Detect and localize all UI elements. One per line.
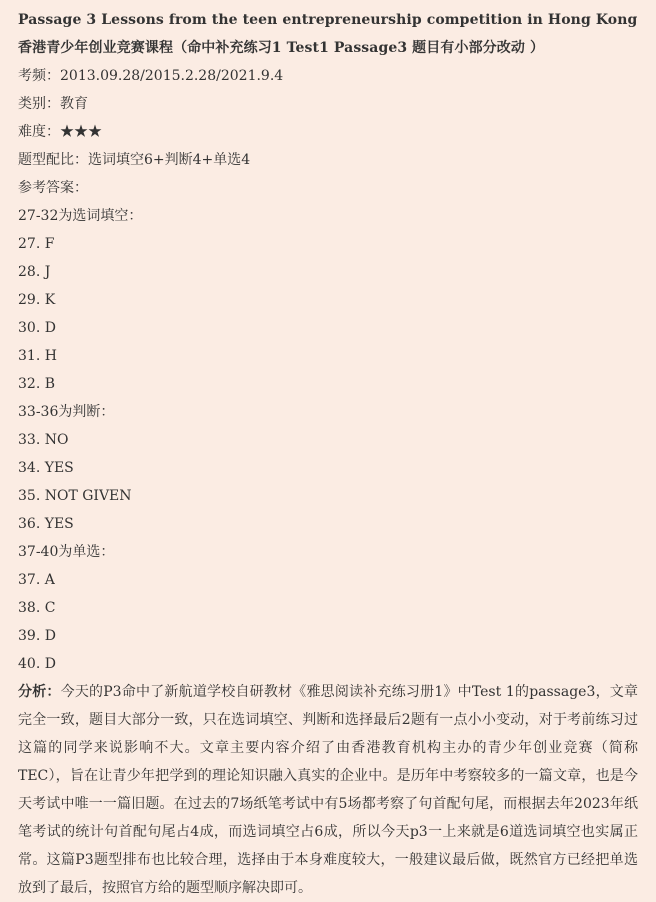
- passage-title: Passage 3 Lessons from the teen entrepreneurship competition in Hong Kong香港青少年创业竞赛课程（命中补充练习1 Test1 Passage3 题目有小部分改动 ）: [18, 12, 638, 56]
- analysis-label: 分析：: [18, 684, 61, 700]
- answer-item: 38. C: [18, 600, 56, 616]
- answer-item: 27. F: [18, 236, 55, 252]
- category-line: [18, 90, 638, 118]
- exam-dates-label: 考频：: [18, 68, 60, 84]
- exam-dates-line: [18, 62, 638, 90]
- category-value: 教育: [60, 96, 88, 112]
- category-label: 类别：: [18, 96, 60, 112]
- answer-item: 31. H: [18, 348, 57, 364]
- answer-item: 39. D: [18, 628, 56, 644]
- analysis-paragraph: [18, 678, 638, 902]
- answer-item: 29. K: [18, 292, 56, 308]
- answers-heading: 参考答案：: [18, 180, 88, 196]
- difficulty-label: 难度：: [18, 124, 60, 140]
- question-types-value: 选词填空6+判断4+单选4: [88, 152, 251, 168]
- answer-item: 35. NOT GIVEN: [18, 488, 132, 504]
- section-heading: 27-32为选词填空：: [18, 208, 143, 224]
- answer-item: 37. A: [18, 572, 55, 588]
- answer-item: 32. B: [18, 376, 56, 392]
- section-heading: 37-40为单选：: [18, 544, 115, 560]
- answer-item: 34. YES: [18, 460, 74, 476]
- answer-item: 28. J: [18, 264, 51, 280]
- answer-item: 40. D: [18, 656, 56, 672]
- answer-item: 36. YES: [18, 516, 74, 532]
- difficulty-line: [18, 118, 638, 146]
- answer-item: 33. NO: [18, 432, 69, 448]
- question-types-label: 题型配比：: [18, 152, 88, 168]
- answer-item: 30. D: [18, 320, 56, 336]
- analysis-text: 今天的P3命中了新航道学校自研教材《雅思阅读补充练习册1》中Test 1的passage3，文章完全一致，题目大部分一致，只在选词填空、判断和选择最后2题有一点小小变动，对于考前练习过这篇的同学来说影响不大。文章主要内容介绍了由香港教育机构主办的青少年创业竞赛（简称TEC），旨在让青少年把学到的理论知识融入真实的企业中。是历年中考察较多的一篇文章，也是今天考试中唯一一篇旧题。在过去的7场纸笔考试中有5场都考察了句首配句尾，而根据去年2023年纸笔考试的统计句首配句尾占4成，而选词填空占6成，所以今天p3一上来就是6道选词填空也实属正常。这篇P3题型排布也比较合理，选择由于本身难度较大，一般建议最后做，既然官方已经把单选放到了最后，按照官方给的题型顺序解决即可。: [18, 684, 638, 896]
- question-types-line: [18, 146, 638, 174]
- section-heading: 33-36为判断：: [18, 404, 115, 420]
- difficulty-stars: ★★★: [60, 124, 102, 140]
- exam-dates-value: 2013.09.28/2015.2.28/2021.9.4: [60, 68, 284, 84]
